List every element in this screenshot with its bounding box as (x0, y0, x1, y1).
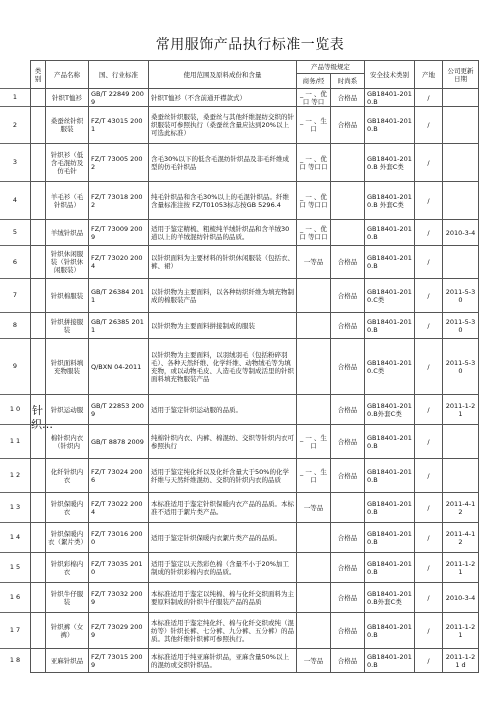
product-name: 针织棉服装 (46, 279, 89, 313)
row-number: 4 (12, 196, 18, 204)
row-number: 6 (12, 257, 18, 266)
safety-category: GB18401-2010.B (365, 107, 415, 144)
standard-number: FZ/T 73035 2010 (89, 553, 149, 583)
category-cell (31, 583, 46, 613)
scope-text: 纯毛针织品和含毛30%以上的毛混针织品。纤维含量标准注按 FZ/T01053标志按GB 5296.4 (149, 182, 297, 220)
origin: / (415, 279, 443, 313)
grade-fashion (331, 220, 365, 246)
grade-business (297, 395, 331, 425)
grade-business (297, 279, 331, 313)
category-cell (31, 339, 46, 395)
grade-fashion: 合格品 (331, 613, 365, 649)
grade-fashion: 合格品 (331, 246, 365, 279)
header-grade-fashion: 时尚系 (331, 74, 365, 89)
row-number: 1 2 (9, 471, 21, 479)
product-name: 亚麻针织品 (46, 649, 89, 673)
origin: / (415, 220, 443, 246)
category-cell (31, 246, 46, 279)
standard-number: FZ/T 73032 2009 (89, 583, 149, 613)
standard-number: GB/T 26384 2011 (89, 279, 149, 313)
standard-number: GB/T 22849 2009 (89, 89, 149, 107)
scope-text: 以针织面料为主要材料的针织休闲服装（包括衣、裤、裙） (149, 246, 297, 279)
table-row (31, 89, 479, 107)
origin: / (415, 583, 443, 613)
table-row (31, 649, 479, 673)
product-name: 针织休闲服装（针织休闲服装） (46, 246, 89, 279)
grade-fashion: 合格品 (331, 523, 365, 553)
scope-text: 本标准适用于鉴定纯化纤、棉与化纤交织或纯（混纺等）针织长裤、七分裤、九分裤、五分裤）的品质。其他纤维针织裤可参照执行。 (149, 613, 297, 649)
scope-text: 适用于鉴定针织保暖内衣絮片类产品的品质。 (149, 523, 297, 553)
update-date (443, 459, 479, 493)
safety-category: GB18401-2010.B外套C类 (365, 583, 415, 613)
safety-category: GB18401-2010.B (365, 493, 415, 523)
origin: / (415, 649, 443, 673)
origin: / (415, 425, 443, 459)
row-separator (0, 312, 30, 313)
scope-text: 本标准适用于鉴定针织保暖内衣产品的品质。本标准不适用于絮片类产品。 (149, 493, 297, 523)
header-product-name: 产品名称 (46, 61, 89, 89)
scope-text: 以针织物为主要面料，以羽绒羽毛（包括粉碎羽毛）、各种天然纤维、化学纤维、动物绒毛等为填充物，或以动物毛皮、人造毛皮等制成活里的针织面料填充物服装产品 (149, 339, 297, 395)
row-separator (0, 338, 30, 339)
grade-business: _ 一 、优口 等口口 (297, 220, 331, 246)
safety-category: GB18401-2010.B (365, 459, 415, 493)
standard-number: FZ/T 73015 2009 (89, 649, 149, 673)
scope-text: 针织T恤衫（不含前通开襟款式） (149, 89, 297, 107)
table-row (31, 395, 479, 425)
scope-text: 本标准适用于纯亚麻针织品，亚麻含量50%以上的混纺或交织针织品。 (149, 649, 297, 673)
update-date: 2010-3-4 (443, 220, 479, 246)
row-number: 5 (12, 228, 18, 236)
table-row (31, 313, 479, 339)
row-separator (0, 278, 30, 279)
row-separator (0, 245, 30, 246)
category-cell (31, 144, 46, 182)
row-number: 3 (12, 158, 18, 166)
row-number: 1 0 (9, 405, 21, 413)
row-separator (0, 88, 30, 89)
standard-number: FZ/T 43015 2001 (89, 107, 149, 144)
product-name: 针织面料填充物服装 (46, 339, 89, 395)
row-separator (0, 458, 30, 459)
row-number: 2 (12, 120, 18, 129)
category-cell (31, 182, 46, 220)
table-row (31, 583, 479, 613)
product-name: 羊毛衫（毛针织品） (46, 182, 89, 220)
grade-fashion (331, 144, 365, 182)
header-standard: 国、行业标准 (89, 61, 149, 89)
standard-number: FZ/T 73022 2004 (89, 493, 149, 523)
safety-category: GB18401-2010.B (365, 523, 415, 553)
update-date (443, 425, 479, 459)
category-cell (31, 613, 46, 649)
category-cell (31, 395, 46, 425)
grade-business (297, 339, 331, 395)
origin: / (415, 493, 443, 523)
standard-number: GB/T 8878 2009 (89, 425, 149, 459)
update-date: 2011-1-21 (443, 395, 479, 425)
safety-category: GB18401-2010.B (365, 425, 415, 459)
grade-business: _ 一 、优口 等口口 (297, 144, 331, 182)
update-date: 2010-3-4 (443, 583, 479, 613)
origin: / (415, 246, 443, 279)
scope-text: 桑蚕丝针织服装，桑蚕丝与其他纤维混纺交织的针织服装可参照执行（桑蚕丝含量应达到20%以上可选此标准） (149, 107, 297, 144)
standard-number: FZ/T 73020 2004 (89, 246, 149, 279)
category-cell (31, 279, 46, 313)
grade-business: _ 一 、生 口 (297, 107, 331, 144)
row-separator (0, 394, 30, 395)
update-date: 2011-5-30 (443, 339, 479, 395)
update-date (443, 182, 479, 220)
category-cell (31, 313, 46, 339)
table-row (31, 613, 479, 649)
update-date: 2011-4-12 (443, 523, 479, 553)
row-separator (0, 582, 30, 583)
table-row (31, 220, 479, 246)
grade-fashion: 合格品 (331, 425, 365, 459)
grade-business: 一等品 (297, 649, 331, 673)
origin: / (415, 313, 443, 339)
standard-number: FZ/T 73029 2009 (89, 613, 149, 649)
header-safety: 安全技术类别 (365, 61, 415, 89)
grade-business: _ 一 、生 口 (297, 425, 331, 459)
update-date: 2011-5-30 (443, 279, 479, 313)
origin: / (415, 107, 443, 144)
category-cell (31, 89, 46, 107)
scope-text: 适用于鉴定精梳、粗梳纯羊绒针织品和含羊绒30道以上的羊绒混纺针织品的品质。 (149, 220, 297, 246)
row-number: 9 (12, 362, 18, 370)
grade-business: _ 一 、优口 等口口 (297, 182, 331, 220)
scope-text: 以针织物为主要面料，以各种纺织纤维为填充物制成的棉服装产品 (149, 279, 297, 313)
category-cell (31, 459, 46, 493)
safety-category: GB18401-2010.B外套C类 (365, 395, 415, 425)
header-category: 类别 (31, 61, 46, 89)
safety-category: GB18401-2010.C类 (365, 339, 415, 395)
row-number: 1 6 (9, 593, 21, 601)
grade-fashion: 合格品 (331, 395, 365, 425)
product-name: 针织保暖内衣 (46, 493, 89, 523)
scope-text: 适用于鉴定以天然彩色棉（含量不小于20%加工制成的针织彩棉内衣的品质。 (149, 553, 297, 583)
origin: / (415, 459, 443, 493)
scope-text: 纯棉针织内衣、内裤、棉混纺、交织等针织内衣可参照执行 (149, 425, 297, 459)
grade-business: 一等品 (297, 246, 331, 279)
category-cell (31, 493, 46, 523)
row-separator (0, 424, 30, 425)
grade-fashion: 合格品 (331, 583, 365, 613)
origin: / (415, 89, 443, 107)
safety-category: GB18401-2010.B (365, 613, 415, 649)
row-number: 1 3 (9, 503, 21, 511)
header-scope: 使用范围及原料成份和含量 (149, 61, 297, 89)
product-name: 针织衫（低含毛混纺及仿毛针 (46, 144, 89, 182)
grade-fashion (331, 182, 365, 220)
table-row (31, 107, 479, 144)
category-cell (31, 553, 46, 583)
safety-category: GB18401-2010.B (365, 220, 415, 246)
row-separator (0, 648, 30, 649)
product-name: 化纤针织内衣 (46, 459, 89, 493)
category-cell (31, 425, 46, 459)
table-row (31, 523, 479, 553)
standard-number: GB/T 22853 2009 (89, 395, 149, 425)
update-date (443, 246, 479, 279)
table-row (31, 553, 479, 583)
origin: / (415, 613, 443, 649)
grade-fashion: 合格品 (331, 279, 365, 313)
standard-number: Q/BXN 04-2011 (89, 339, 149, 395)
standard-number: FZ/T 73009 2009 (89, 220, 149, 246)
row-separator (0, 552, 30, 553)
header-grade-business: 商务/经 (297, 74, 331, 89)
product-name: 针织牛仔服装 (46, 583, 89, 613)
table-row (31, 144, 479, 182)
origin: / (415, 395, 443, 425)
product-name: 针织T恤衫 (46, 89, 89, 107)
grade-business: _ 一 、优口 等口 (297, 89, 331, 107)
origin: / (415, 144, 443, 182)
row-number: 1 8 (9, 656, 21, 664)
standard-number: GB/T 26385 2011 (89, 313, 149, 339)
row-number: 8 (12, 321, 18, 329)
origin: / (415, 339, 443, 395)
category-cell (31, 220, 46, 246)
scope-text: 本标准适用于鉴定以纯棉、棉与化纤交织面料为主要原料制成的针织牛仔服装产品的品质 (149, 583, 297, 613)
safety-category: GB18401-2010.B (365, 313, 415, 339)
scope-text: 适用于鉴定纯化纤以及化纤含量大于50%的化学纤维与天然纤维混纺、交织的针织内衣的品质 (149, 459, 297, 493)
scope-text: 含毛30%以下的低含毛混纺针织品及非毛纤维成型的仿毛针织品 (149, 144, 297, 182)
row-separator (0, 219, 30, 220)
table-row (31, 339, 479, 395)
row-number: 1 1 (9, 437, 21, 445)
standards-table (30, 60, 479, 673)
table-row (31, 279, 479, 313)
row-number: 1 7 (9, 626, 21, 634)
update-date (443, 107, 479, 144)
update-date: 2011-4-12 (443, 493, 479, 523)
safety-category: GB18401-2010.B 外套C类 (365, 182, 415, 220)
scope-text: 以针织物为主要面料拼接制成的服装 (149, 313, 297, 339)
row-separator (0, 612, 30, 613)
row-separator (0, 492, 30, 493)
table-row (31, 493, 479, 523)
header-origin: 产地 (415, 61, 443, 89)
product-name: 针织运动服 (46, 395, 89, 425)
product-name: 针织裤（女裤） (46, 613, 89, 649)
table-row (31, 459, 479, 493)
scope-text: 适用于鉴定针织运动服的品质。 (149, 395, 297, 425)
grade-fashion: 合格品 (331, 107, 365, 144)
origin: / (415, 182, 443, 220)
standard-number: FZ/T 73024 2006 (89, 459, 149, 493)
safety-category: GB18401-2010.B (365, 553, 415, 583)
category-cell (31, 523, 46, 553)
grade-fashion: 合格品 (331, 553, 365, 583)
update-date: 2011-5-30 (443, 313, 479, 339)
page-title: 常用服饰产品执行标准一览表 (155, 37, 345, 53)
product-name: 针织拼接服装 (46, 313, 89, 339)
grade-business (297, 523, 331, 553)
grade-business (297, 583, 331, 613)
grade-business (297, 613, 331, 649)
product-name: 针织保暖内衣（絮片类） (46, 523, 89, 553)
table-row (31, 182, 479, 220)
grade-business: _ 一 、生 口 (297, 459, 331, 493)
origin: / (415, 523, 443, 553)
table-row (31, 246, 479, 279)
grade-fashion: 合格品 (331, 339, 365, 395)
standard-number: FZ/T 73018 2002 (89, 182, 149, 220)
row-number: 1 5 (9, 563, 21, 571)
table-row (31, 425, 479, 459)
grade-business (297, 313, 331, 339)
grade-fashion: 合格品 (331, 89, 365, 107)
grade-fashion: 合格品 (331, 459, 365, 493)
row-separator (0, 181, 30, 182)
update-date: 2011-1-21 (443, 553, 479, 583)
row-separator (0, 143, 30, 144)
safety-category: GB18401-2010.B 外套C类 (365, 144, 415, 182)
row-number: 1 4 (9, 533, 21, 541)
origin: / (415, 553, 443, 583)
product-name: 针织彩棉内衣 (46, 553, 89, 583)
update-date: 2011-1-21 (443, 613, 479, 649)
update-date (443, 144, 479, 182)
safety-category: GB18401-2010.B (365, 649, 415, 673)
header-grade: 产品等级规定 (297, 61, 365, 74)
update-date (443, 89, 479, 107)
standard-number: FZ/T 73016 2000 (89, 523, 149, 553)
grade-fashion (331, 493, 365, 523)
grade-business: 一等品 (297, 493, 331, 523)
grade-fashion: 合格品 (331, 649, 365, 673)
category-cell (31, 107, 46, 144)
row-number: 1 (12, 93, 18, 101)
safety-category: GB18401-2010.C类 (365, 279, 415, 313)
row-number: 7 (12, 291, 18, 299)
safety-category: GB18401-2010.B (365, 246, 415, 279)
product-name: 棉针织内衣（针织内 (46, 425, 89, 459)
header-date: 公司更新日期 (443, 61, 479, 89)
safety-category: GB18401-2010.B (365, 89, 415, 107)
product-name: 羊绒针织品 (46, 220, 89, 246)
row-separator (0, 106, 30, 107)
category-label: 针织… (31, 404, 53, 431)
category-cell (31, 649, 46, 673)
standard-number: FZ/T 73005 2002 (89, 144, 149, 182)
update-date: 2011-1-21 d (443, 649, 479, 673)
product-name: 桑蚕丝针织服装 (46, 107, 89, 144)
grade-business (297, 553, 331, 583)
grade-fashion: 合格品 (331, 313, 365, 339)
row-separator (0, 522, 30, 523)
